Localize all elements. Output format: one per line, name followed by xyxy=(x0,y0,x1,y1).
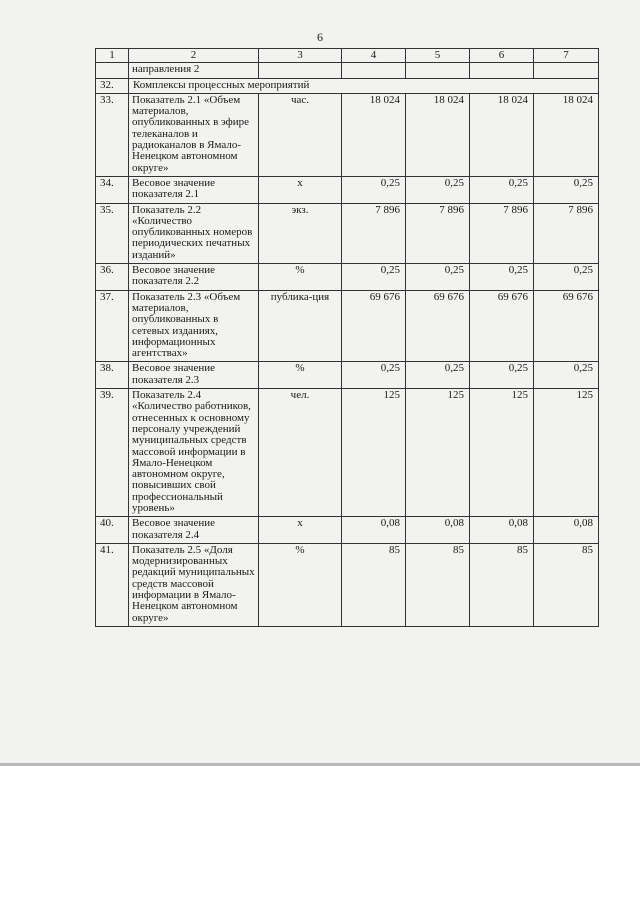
continuation-row xyxy=(96,63,599,78)
continuation-text: направления 2 xyxy=(129,63,259,78)
row-number: 36. xyxy=(96,264,129,291)
empty-cell xyxy=(342,63,406,78)
empty-cell xyxy=(470,63,534,78)
value-cell: 18 024 xyxy=(534,93,599,176)
value-cell: 0,25 xyxy=(406,264,470,291)
value-cell: 0,25 xyxy=(534,264,599,291)
indicator-name: Показатель 2.5 «Доля модернизированных редакций муниципальных средств массовой информации в Ямало-Ненецком автономном округе» xyxy=(129,543,259,626)
scan-edge xyxy=(0,763,640,766)
value-cell: 0,08 xyxy=(406,517,470,544)
indicator-name: Весовое значение показателя 2.4 xyxy=(129,517,259,544)
empty-cell xyxy=(534,63,599,78)
unit-cell: % xyxy=(259,264,342,291)
indicator-name: Весовое значение показателя 2.2 xyxy=(129,264,259,291)
indicator-name: Показатель 2.2 «Количество опубликованных номеров периодических печатных изданий» xyxy=(129,203,259,263)
value-cell: 69 676 xyxy=(534,290,599,362)
column-header-row xyxy=(96,49,599,63)
value-cell: 0,25 xyxy=(470,264,534,291)
unit-cell: час. xyxy=(259,93,342,176)
table-row xyxy=(96,290,599,362)
row-number: 35. xyxy=(96,203,129,263)
value-cell: 7 896 xyxy=(534,203,599,263)
value-cell: 0,25 xyxy=(406,362,470,389)
value-cell: 85 xyxy=(406,543,470,626)
unit-cell: % xyxy=(259,543,342,626)
value-cell: 0,08 xyxy=(342,517,406,544)
column-header: 4 xyxy=(342,49,406,63)
unit-cell: х xyxy=(259,517,342,544)
page-number: 6 xyxy=(317,30,323,44)
value-cell: 69 676 xyxy=(470,290,534,362)
row-number: 38. xyxy=(96,362,129,389)
table-row xyxy=(96,389,599,517)
indicator-name: Показатель 2.3 «Объем материалов, опубликованных в сетевых изданиях, информационных агентствах» xyxy=(129,290,259,362)
value-cell: 0,25 xyxy=(534,362,599,389)
value-cell: 0,25 xyxy=(534,176,599,203)
row-number: 40. xyxy=(96,517,129,544)
value-cell: 0,25 xyxy=(470,176,534,203)
empty-cell xyxy=(96,63,129,78)
value-cell: 85 xyxy=(342,543,406,626)
row-number: 32. xyxy=(96,78,129,93)
column-header: 5 xyxy=(406,49,470,63)
row-number: 41. xyxy=(96,543,129,626)
unit-cell: чел. xyxy=(259,389,342,517)
value-cell: 0,25 xyxy=(470,362,534,389)
table-row xyxy=(96,203,599,263)
value-cell: 85 xyxy=(470,543,534,626)
value-cell: 7 896 xyxy=(470,203,534,263)
value-cell: 0,25 xyxy=(342,362,406,389)
value-cell: 0,08 xyxy=(534,517,599,544)
value-cell: 125 xyxy=(470,389,534,517)
value-cell: 7 896 xyxy=(342,203,406,263)
value-cell: 125 xyxy=(534,389,599,517)
row-number: 37. xyxy=(96,290,129,362)
value-cell: 7 896 xyxy=(406,203,470,263)
unit-cell: х xyxy=(259,176,342,203)
unit-cell: % xyxy=(259,362,342,389)
row-number: 39. xyxy=(96,389,129,517)
section-row xyxy=(96,78,599,93)
table-row xyxy=(96,517,599,544)
indicators-table xyxy=(95,48,599,627)
empty-cell xyxy=(259,63,342,78)
value-cell: 0,25 xyxy=(406,176,470,203)
table-row xyxy=(96,176,599,203)
value-cell: 0,08 xyxy=(470,517,534,544)
table-row xyxy=(96,362,599,389)
section-title: Комплексы процессных мероприятий xyxy=(129,78,599,93)
value-cell: 0,25 xyxy=(342,176,406,203)
row-number: 33. xyxy=(96,93,129,176)
row-number: 34. xyxy=(96,176,129,203)
column-header: 2 xyxy=(129,49,259,63)
value-cell: 0,25 xyxy=(342,264,406,291)
indicator-name: Весовое значение показателя 2.1 xyxy=(129,176,259,203)
value-cell: 18 024 xyxy=(342,93,406,176)
indicator-name: Весовое значение показателя 2.3 xyxy=(129,362,259,389)
value-cell: 18 024 xyxy=(470,93,534,176)
unit-cell: экз. xyxy=(259,203,342,263)
column-header: 1 xyxy=(96,49,129,63)
unit-cell: публика-ция xyxy=(259,290,342,362)
value-cell: 18 024 xyxy=(406,93,470,176)
empty-cell xyxy=(406,63,470,78)
column-header: 3 xyxy=(259,49,342,63)
value-cell: 69 676 xyxy=(406,290,470,362)
indicator-name: Показатель 2.4 «Количество работников, отнесенных к основному персоналу учреждений муниципальных средств массовой информации в Ямало-Ненецком автономном округе, повысивших свой профессиональный уровень» xyxy=(129,389,259,517)
table-row xyxy=(96,543,599,626)
table-row xyxy=(96,93,599,176)
table-row xyxy=(96,264,599,291)
value-cell: 125 xyxy=(342,389,406,517)
value-cell: 125 xyxy=(406,389,470,517)
column-header: 6 xyxy=(470,49,534,63)
value-cell: 85 xyxy=(534,543,599,626)
indicator-name: Показатель 2.1 «Объем материалов, опубликованных в эфире телеканалов и радиоканалов в Ямало-Ненецком автономном округе» xyxy=(129,93,259,176)
column-header: 7 xyxy=(534,49,599,63)
value-cell: 69 676 xyxy=(342,290,406,362)
